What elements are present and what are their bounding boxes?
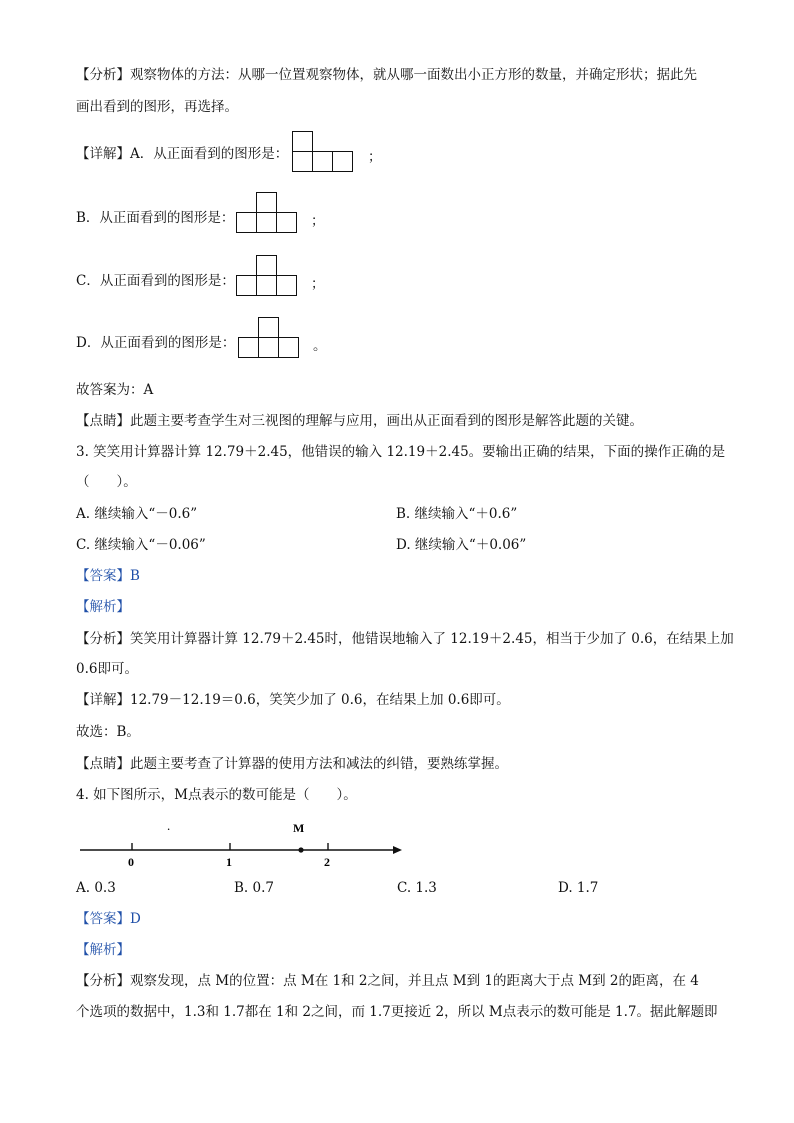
comment-1: 【点睛】此题主要考查学生对三视图的理解与应用，画出从正面看到的图形是解答此题的关键。 [76,413,643,429]
q3-analysis-line-2: 0.6即可。 [76,661,138,677]
q3-option-d: D. 继续输入“＋0.06” [396,537,527,553]
q4-jiexi: 【解析】 [76,942,130,958]
q3-analysis-line-1: 【分析】笑笑用计算器计算 12.79＋2.45时，他错误地输入了 12.19＋2.45，相当于少加了 0.6，在结果上加 [76,631,734,647]
analysis-line-2: 画出看到的图形，再选择。 [76,99,238,115]
detail-a-end: ； [368,149,382,165]
detail-c-end: ； [311,276,325,292]
number-line [76,818,416,868]
detail-c-label: C．从正面看到的图形是： [76,273,235,289]
number-line-tick-2: 2 [324,855,330,868]
q4-option-c: C. 1.3 [397,880,437,896]
q3-option-b: B. 继续输入“＋0.6” [396,506,518,522]
detail-b-end: ； [311,213,325,229]
q3-detail: 【详解】12.79－12.19＝0.6，笑笑少加了 0.6，在结果上加 0.6即可。 [76,692,510,708]
q4-stem: 4. 如下图所示，M点表示的数可能是（ ）。 [76,787,357,803]
detail-a-label: 【详解】A．从正面看到的图形是： [76,146,289,162]
q3-answer: 【答案】B [76,568,140,584]
q4-analysis-line-2: 个选项的数据中，1.3和 1.7都在 1和 2之间，而 1.7更接近 2，所以 M点表示的数可能是 1.7。据此解题即 [76,1004,718,1020]
detail-d-end: 。 [313,338,327,354]
figure-c [236,255,306,301]
number-line-dot: . [167,818,171,833]
detail-b-label: B．从正面看到的图形是： [76,210,235,226]
q3-stem-line-2: （ ）。 [76,474,137,490]
detail-d-label: D．从正面看到的图形是： [76,335,236,351]
figure-d [238,317,308,363]
number-line-m-label: M [293,821,305,835]
q4-answer: 【答案】D [76,911,141,927]
number-line-tick-0: 0 [128,855,134,868]
q3-option-c: C. 继续输入“－0.06” [76,537,206,553]
q3-jiexi: 【解析】 [76,599,130,615]
conclusion: 故答案为：A [76,382,154,398]
q4-option-b: B. 0.7 [234,880,274,896]
q3-stem-line-1: 3. 笑笑用计算器计算 12.79＋2.45，他错误的输入 12.19＋2.45。要输出正确的结果，下面的操作正确的是 [76,444,726,460]
q4-analysis-line-1: 【分析】观察发现，点 M的位置：点 M在 1和 2之间，并且点 M到 1的距离大于点 M到 2的距离，在 4 [76,973,699,989]
analysis-line-1: 【分析】观察物体的方法：从哪一位置观察物体，就从哪一面数出小正方形的数量，并确定形状；据此先 [76,67,697,83]
figure-a [292,131,362,177]
q3-option-a: A. 继续输入“－0.6” [76,506,198,522]
q3-comment: 【点睛】此题主要考查了计算器的使用方法和减法的纠错，要熟练掌握。 [76,756,508,772]
number-line-tick-1: 1 [226,855,232,868]
figure-b [236,192,306,238]
q3-choose: 故选：B。 [76,724,140,740]
q4-option-a: A. 0.3 [76,880,116,896]
q4-option-d: D. 1.7 [558,880,599,896]
